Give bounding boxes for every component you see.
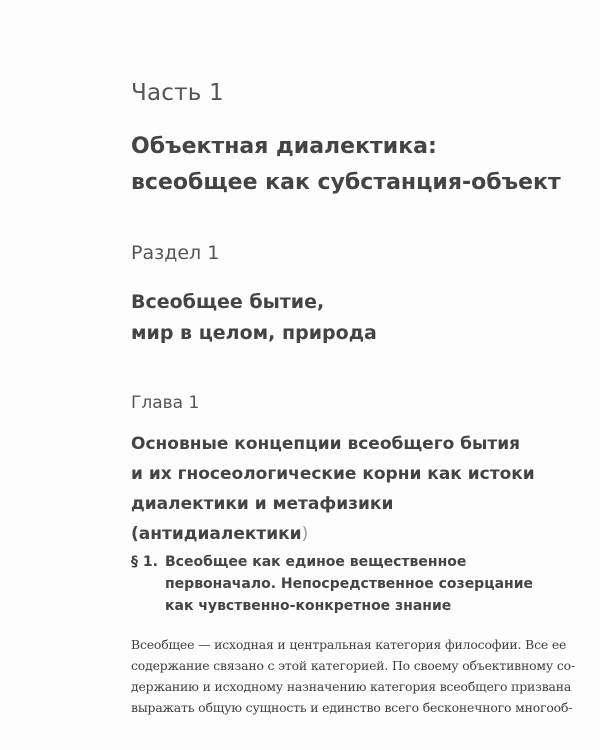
part-label: Часть 1 [131, 80, 224, 106]
chapter-title-tail: ) [301, 524, 309, 544]
chapter-label: Глава 1 [131, 393, 200, 413]
body-line: выражать общую сущность и единство всего бесконечного многооб- [131, 700, 573, 715]
chapter-title [131, 429, 571, 549]
body-line: держанию и исходному назначению категория всеобщего призвана [131, 679, 572, 694]
chapter-title-line-last [131, 489, 571, 549]
chapter-title-line: диалектики и метафизики (антидиалектики [131, 494, 394, 544]
section-title-line: Всеобщее бытие, [131, 291, 325, 313]
part-title [131, 129, 571, 201]
section-title-line: мир в целом, природа [131, 322, 377, 344]
part-title-line: всеобщее как субстанция-объект [131, 170, 561, 195]
paragraph-number: § 1. [131, 554, 158, 570]
part-title-line: Объектная диалектика: [131, 134, 437, 159]
body-line: Всеобщее — исходная и центральная категория философии. Все ее [131, 637, 567, 652]
body-paragraph [131, 634, 575, 718]
section-label: Раздел 1 [131, 242, 220, 264]
chapter-title-line: и их гносеологические корни как истоки [131, 464, 535, 484]
chapter-title-line: Основные концепции всеобщего бытия [131, 434, 521, 454]
paragraph-heading-line: первоначало. Непосредственное созерцание [165, 576, 534, 592]
body-line: содержание связано с этой категорией. По своему объективному со- [131, 658, 575, 673]
paragraph-heading [131, 551, 551, 617]
paragraph-heading-lines [165, 551, 551, 617]
paragraph-heading-line: как чувственно-конкретное знание [165, 598, 452, 614]
section-title [131, 287, 551, 349]
paragraph-heading-line: Всеобщее как единое вещественное [165, 554, 467, 570]
